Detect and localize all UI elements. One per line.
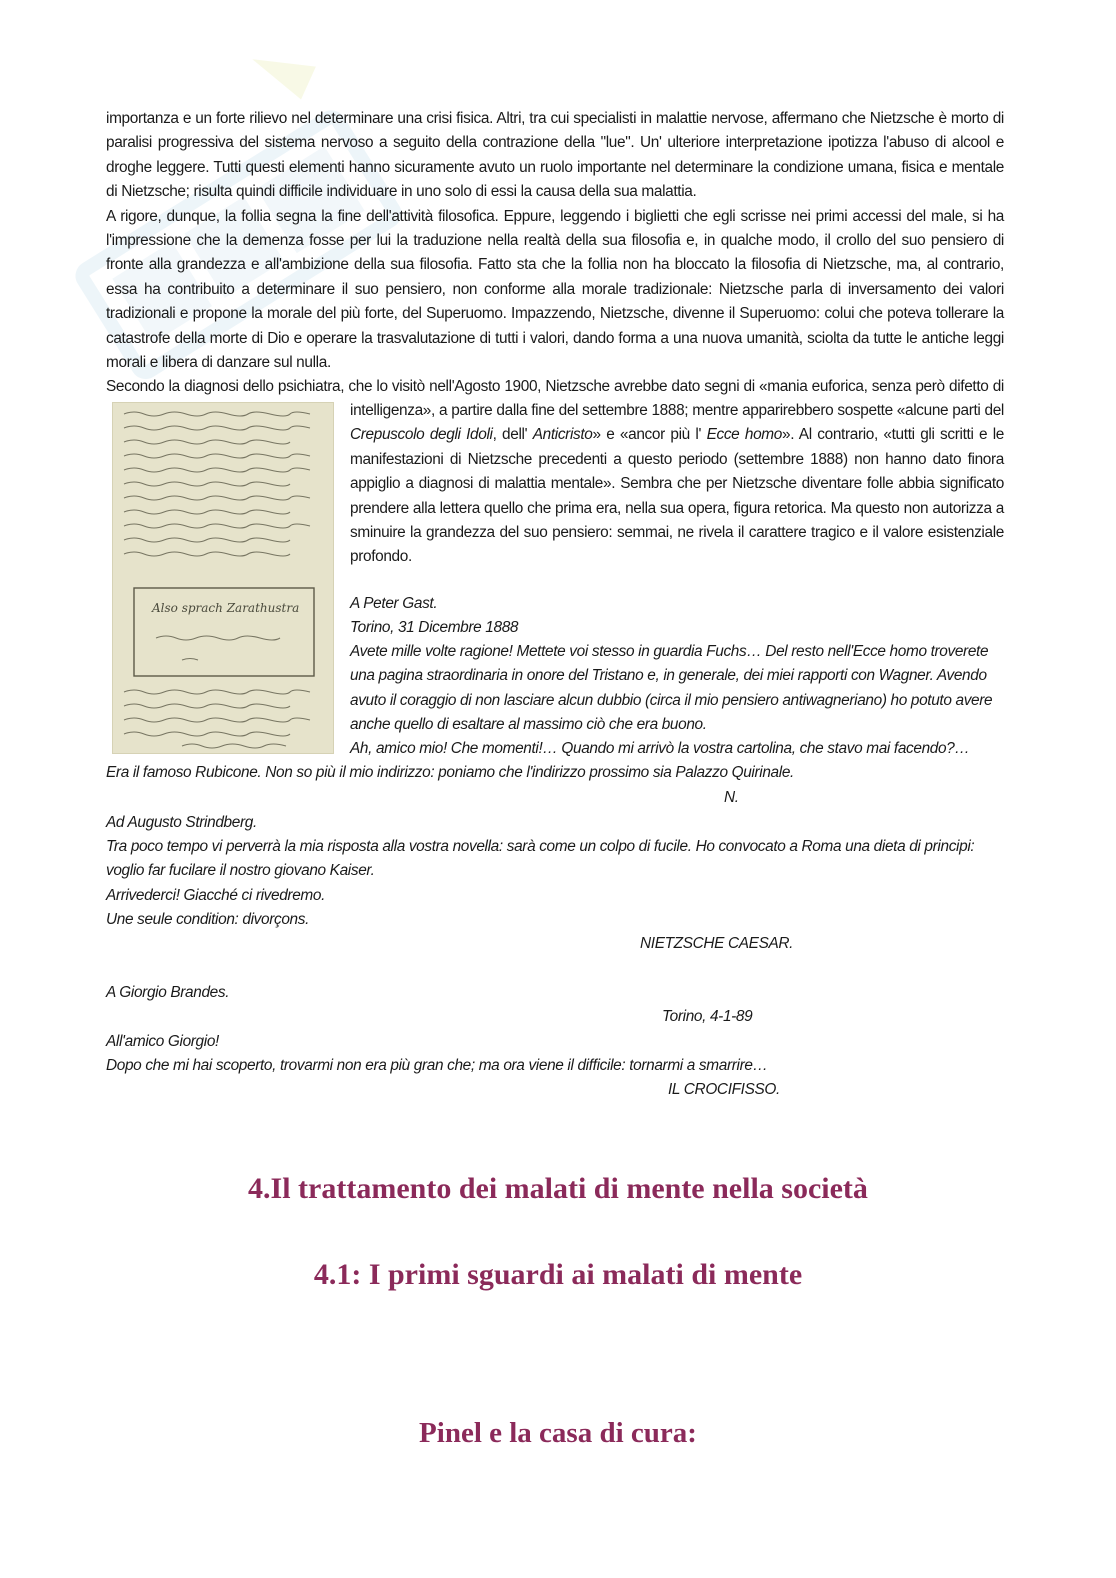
letter-brandes-greeting: All'amico Giorgio! xyxy=(106,1033,219,1050)
body-paragraphs xyxy=(106,107,1004,400)
paragraph-3-continued xyxy=(350,399,1004,570)
title-crepuscolo: Crepuscolo degli Idoli xyxy=(350,426,493,444)
paragraph-3-first-line: Secondo la diagnosi dello psichiatra, che lo visitò nell'Agosto 1900, Nietzsche avrebbe dato segni di «mania euforica, senza però difetto di xyxy=(106,378,1004,396)
letter-gast-signature: N. xyxy=(724,789,739,806)
letter-gast-body-2: Ah, amico mio! Che momenti!… Quando mi arrivò la vostra cartolina, che stavo mai facendo?… Era il famoso Rubicone. Non so più il mio indirizzo: poniamo che l'indirizzo prossimo sia Palazzo Quirinale. xyxy=(106,740,970,782)
p3-text-1: intelligenza», a partire dalla fine del settembre 1888; mentre apparirebbero sospette «alcune parti del xyxy=(350,402,1004,419)
subsection-heading: 4.1: I primi sguardi ai malati di mente xyxy=(313,1258,803,1291)
letter-brandes-signature: IL CROCIFISSO. xyxy=(668,1081,780,1098)
letter-strindberg-recipient: Ad Augusto Strindberg. xyxy=(106,814,257,831)
manuscript-boxed-text: Also sprach Zarathustra xyxy=(152,601,300,615)
p3-text-2: , dell' xyxy=(492,426,533,444)
letter-strindberg-line-3: Une seule condition: divorçons. xyxy=(106,911,310,928)
title-ecce-homo: Ecce homo xyxy=(706,426,782,444)
paragraph-1: importanza e un forte rilievo nel determinare una crisi fisica. Altri, tra cui specialisti in malattie nervose, affermano che Nietzsche è morto di paralisi progressiva del sistema nervoso a seguito della contrazione della "lue". Un' ulteriore interpretazione ipotizza l'abuso di alcool e droghe leggere. Tutti questi elementi hanno sicuramente avuto un ruolo importante nel determinare la condizione umana, fisica e mentale di Nietzsche; risulta quindi difficile individuare in uno solo di essi la causa della sua malattia. xyxy=(106,110,1004,201)
letter-strindberg-line-2: Arrivederci! Giacché ci rivedremo. xyxy=(106,887,326,904)
letter-brandes-date: Torino, 4-1-89 xyxy=(662,1008,753,1025)
diagnosis-text xyxy=(350,399,1004,570)
pinel-heading: Pinel e la casa di cura: xyxy=(419,1417,697,1449)
p3-text-4: ». Al contrario, «tutti gli scritti e le manifestazioni di Nietzsche precedenti a questo periodo (settembre 1888) non hanno dato finora appiglio a diagnosi di malattia mentale». Sembra che per Nietzsche diventare folle abbia significato prendere alla lettera quello che prima era, nella sua opera, figura retorica. Ma questo non autorizza a sminuire la grandezza del suo pensiero: semmai, ne rivela il carattere tragico e il valore esistenziale profondo. xyxy=(350,426,1005,566)
letter-brandes-body: Dopo che mi hai scoperto, trovarmi non era più gran che; ma ora viene il difficile: tornarmi a smarrire… xyxy=(106,1057,768,1074)
letter-strindberg-signature: NIETZSCHE CAESAR. xyxy=(640,935,794,952)
title-anticristo: Anticristo xyxy=(532,426,593,444)
p3-text-3: » e «ancor più l' xyxy=(592,426,707,444)
letter-gast-date: Torino, 31 Dicembre 1888 xyxy=(350,619,519,636)
letter-gast-body: Avete mille volte ragione! Mettete voi stesso in guardia Fuchs… Del resto nell'Ecce homo troverete una pagina straordinaria in onore del Tristano e, in generale, dei miei rapporti con Wagner. Avendo avuto il coraggio di non lasciare alcun dubbio (circa il mio pensiero antiwagneriano) ho potuto avere anche quello di esaltare al massimo ciò che era buono. xyxy=(350,643,993,734)
paragraph-2: A rigore, dunque, la follia segna la fine dell'attività filosofica. Eppure, leggendo i biglietti che egli scrisse nei primi accessi del male, si ha l'impressione che la demenza fosse per lui la traduzione nella realtà della sua filosofia e, in qualche modo, il crollo del suo pensiero di fronte alla grandezza e all'ambizione della sua filosofia. Fatto sta che la follia non ha bloccato la filosofia di Nietzsche, ma, al contrario, essa ha contribuito a determinare il suo pensiero, non conforme alla morale tradizionale: Nietzsche parla di inversamento dei valori tradizionali e propone la morale del più forte, del Superuomo. Impazzendo, Nietzsche, divenne il Superuomo: colui che poteva tollerare la catastrofe della morte di Dio e operare la trasvalutazione di tutti i valori, dando forma a una nuova umanità, sciolta da tutte le antiche leggi morali e libera di danzare sul nulla. xyxy=(106,207,1004,372)
letter-strindberg-body: Tra poco tempo vi perverrà la mia risposta alla vostra novella: sarà come un colpo di fucile. Ho convocato a Roma una dieta di principi: voglio far fucilare il nostro giovano Kaiser. xyxy=(106,838,975,880)
manuscript-image xyxy=(112,402,334,754)
letter-gast-recipient: A Peter Gast. xyxy=(350,595,438,612)
letter-brandes-recipient: A Giorgio Brandes. xyxy=(106,984,230,1001)
section-heading: 4.Il trattamento dei malati di mente nella società xyxy=(248,1172,868,1205)
